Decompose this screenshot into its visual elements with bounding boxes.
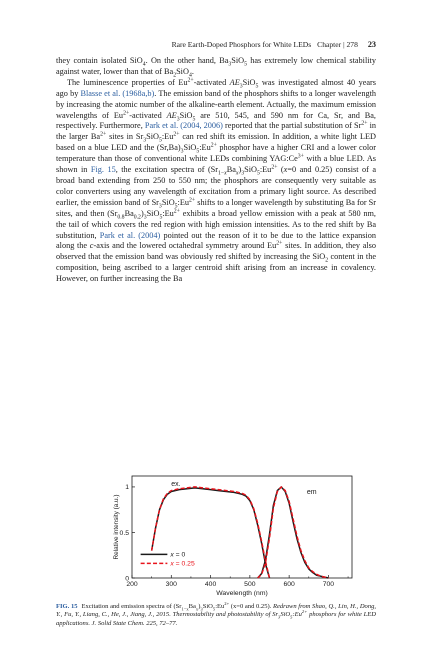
citation-park-2004-2006[interactable]: Park et al. (2004, 2006): [144, 121, 223, 131]
y-tick-label: 1: [125, 484, 129, 492]
series-line: [152, 487, 270, 578]
figure-15: [108, 470, 388, 600]
series-line: [258, 487, 329, 578]
running-title: Rare Earth-Doped Phosphors for White LEDs: [171, 40, 312, 49]
spectra-chart: [108, 470, 388, 600]
figure-label: FIG. 15: [56, 603, 78, 610]
annotation-label: em: [306, 489, 317, 497]
y-tick-label: 0: [125, 575, 129, 583]
y-axis-label: Relative intensity (a.u.): [113, 494, 120, 560]
annotation-label: ex.: [171, 481, 181, 489]
figure-reference[interactable]: Fig. 15: [90, 165, 116, 175]
body-text: [56, 56, 376, 285]
x-axis-label: Wavelength (nm): [216, 590, 268, 597]
paragraph-2: The luminescence properties of $Eu^{2+}$-activated $AE_3SiO_5$ was investigated almost 40 years ago by Blasse et al. (1968a,b). The emission band of the phosphors shifts to a longer wavelength by increasing the atomic number of the alkaline-earth element. Actually, the maximum emission wavelengths of $Eu^{2+}$-activated $AE_3SiO_5$ are 510, 545, and 590 nm for Ca, Sr, and Ba, respectively. Furthermore, Park et al. (2004, 2006) reported that the partial substitution of $Sr^{2+}$ in the larger $Ba^{2+}$ sites in $Sr_3SiO_5:Eu^{2+}$ can red shift its emission. In addition, a white light LED based on a blue LED and the $(Sr,Ba)_3SiO_5:Eu^{2+}$ phosphor have a higher CRI and a lower color temperature than those of conventional white LEDs combining $YAG:Ce^{3+}$ with a blue LED. As shown in Fig. 15, the excitation spectra of $(Sr_{1-x}Ba_x)_3SiO_5:Eu^{2+}$ (x=0 and 0.25) consist of a broad band extending from 250 to 550 nm; the phosphors are consequently very suitable as color converters using any wavelength of excitation from a primary light source. As described earlier, the emission band of $Sr_3SiO_5:Eu^{2+}$ shifts to a longer wavelength by substituting Ba for Sr sites, and then $(Sr_{0.8}Ba_{0.2})_3SiO_5:Eu^{2+}$ exhibits a broad yellow emission with a peak at 580 nm, the tail of which covers the red region with high emission intensities. As to the red shift by Ba substitution, Park et al. (2004) pointed out the reason of it to be due to the lattice expansion along the c-axis and the lowered octahedral symmetry around $Eu^{2+}$ sites. In addition, they also observed that the emission band was obviously red shifted by increasing the SiO$_2$ content in the composition, being ascribed to a larger centroid shift arising from an increase in covalency. However, on further increasing the Ba: [56, 77, 377, 284]
paragraph-1: they contain isolated SiO$_4$. On the other hand, $Ba_3SiO_5$ has extremely low chemical stability against water, lower than that of $Ba_2SiO_4$.: [56, 56, 376, 79]
series-line: [152, 488, 270, 578]
x-tick-label: 400: [204, 581, 217, 588]
legend-label: x = 0.25: [170, 560, 195, 568]
x-tick-label: 700: [322, 581, 335, 588]
plot-frame: [132, 476, 352, 578]
citation-blasse[interactable]: Blasse et al. (1968a,b): [80, 88, 155, 98]
legend-label: x = 0: [170, 551, 186, 559]
x-tick-label: 500: [244, 581, 256, 588]
citation-park-2004[interactable]: Park et al. (2004): [99, 230, 161, 240]
series-line: [258, 487, 329, 578]
y-tick-label: 0.5: [119, 529, 129, 537]
figure-caption: FIG. 15 Excitation and emission spectra of $(Sr_{1-x}Ba_x)_3SiO_5:Eu^{2+}$ (x=0 and 0.25). Redrawn from Shao, Q., Lin, H., Dong, Y., Fu, Y., Liang, C., He, J., Jiang, J., 2015. Thermostability and photostability of $Sr_3SiO_5:Eu^{2+}$ phosphors for white LED applications. J. Solid State Chem. 225, 72–77.: [56, 600, 377, 627]
chapter-label: Chapter | 278: [317, 40, 358, 49]
x-tick-label: 600: [283, 581, 295, 588]
page-number: 23: [367, 40, 376, 49]
running-header: [56, 40, 376, 49]
x-tick-label: 200: [126, 581, 138, 588]
x-tick-label: 300: [165, 581, 177, 588]
